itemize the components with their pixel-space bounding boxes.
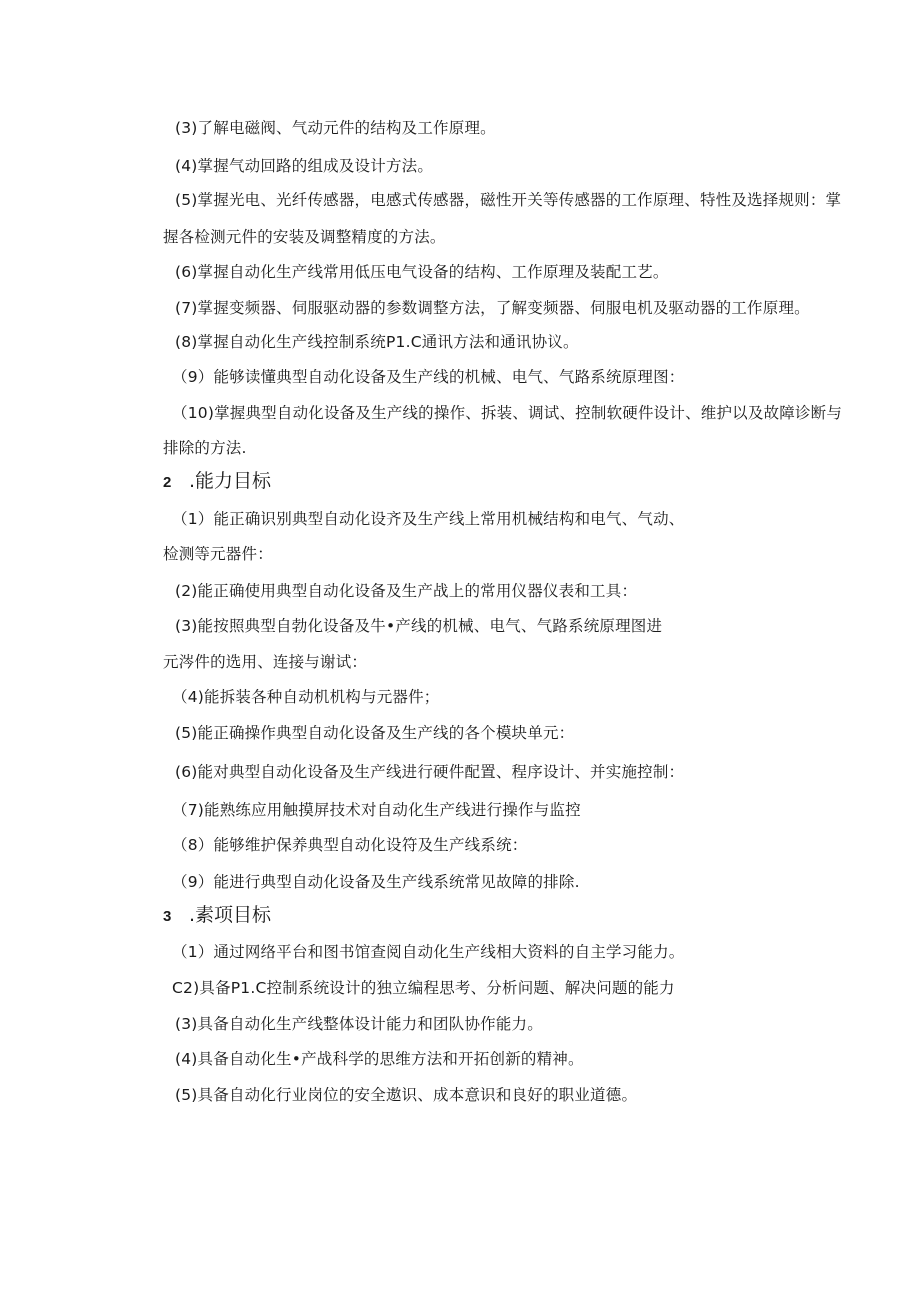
section-title: .素项目标 bbox=[189, 904, 272, 926]
knowledge-item: (4)掌握气动回路的组成及设计方法。 bbox=[175, 157, 434, 175]
knowledge-item: (5)掌握光电、光纤传感器，电感式传感器，磁性开关等传感器的工作原理、特性及选择规则：掌 bbox=[175, 191, 842, 209]
quality-item: (4)具备自动化生•产战科学的思维方法和开拓创新的精神。 bbox=[175, 1050, 584, 1068]
section-number: 3 bbox=[163, 908, 172, 925]
knowledge-item: （9）能够读懂典型自动化设备及生产线的机械、电气、气路系统原理图： bbox=[172, 368, 685, 386]
ability-item: （8）能够维护保养典型自动化设符及生产线系统： bbox=[172, 836, 528, 854]
knowledge-item: (8)掌握自动化生产线控制系统P1.C通讯方法和通讯协议。 bbox=[175, 333, 579, 351]
quality-item: (5)具备自动化行业岗位的安全遨识、成本意识和良好的职业道德。 bbox=[175, 1086, 638, 1104]
ability-item: (6)能对典型自动化设备及生产线进行硬件配置、程序设计、并实施控制： bbox=[175, 763, 685, 781]
ability-item-continuation: 元涔件的选用、连接与谢试： bbox=[163, 653, 368, 671]
ability-item: （7)能熟练应用触摸屏技术对自动化生产线进行操作与监控 bbox=[172, 801, 581, 819]
ability-item: (5)能正确操作典型自动化设备及生产线的各个模块单元： bbox=[175, 724, 575, 742]
knowledge-item-continuation: 握各检测元件的安装及调整精度的方法。 bbox=[163, 228, 446, 246]
quality-item: （1）通过网络平台和图书馆查阅自动化生产线相大资料的自主学习能力。 bbox=[172, 943, 685, 961]
knowledge-item-continuation: 排除的方法. bbox=[163, 439, 247, 457]
section-heading-ability bbox=[163, 469, 271, 495]
ability-item: （1）能正确识别典型自动化设齐及生产线上常用机械结构和电气、气动、 bbox=[172, 510, 685, 528]
knowledge-item: （10)掌握典型自动化设备及生产线的操作、拆装、调试、控制软硬件设计、维护以及故障诊断与 bbox=[172, 404, 843, 422]
knowledge-item: (7)掌握变频器、伺服驱动器的参数调整方法，了解变频器、伺服电机及驱动器的工作原理。 bbox=[175, 299, 810, 317]
knowledge-item: (3)了解电磁阀、气动元件的结构及工作原理。 bbox=[175, 119, 496, 137]
ability-item: (2)能正确使用典型自动化设备及生产战上的常用仪器仪表和工具： bbox=[175, 582, 638, 600]
ability-item-continuation: 检测等元器件： bbox=[163, 545, 273, 563]
ability-item: （9）能进行典型自动化设备及生产线系统常见故障的排除. bbox=[172, 873, 580, 891]
quality-item: C2)具备P1.C控制系统设计的独立编程思考、分析问题、解决问题的能力 bbox=[172, 979, 675, 997]
knowledge-item: (6)掌握自动化生产线常用低压电气设备的结构、工作原理及装配工艺。 bbox=[175, 263, 669, 281]
section-heading-quality bbox=[163, 903, 271, 929]
ability-item: (3)能按照典型自勃化设备及牛•产线的机械、电气、气路系统原理图进 bbox=[175, 617, 663, 635]
section-number: 2 bbox=[163, 474, 172, 491]
ability-item: （4)能拆装各种自动机机构与元器件； bbox=[172, 688, 440, 706]
section-title: .能力目标 bbox=[189, 470, 272, 492]
quality-item: (3)具备自动化生产线整体设计能力和团队协作能力。 bbox=[175, 1015, 543, 1033]
